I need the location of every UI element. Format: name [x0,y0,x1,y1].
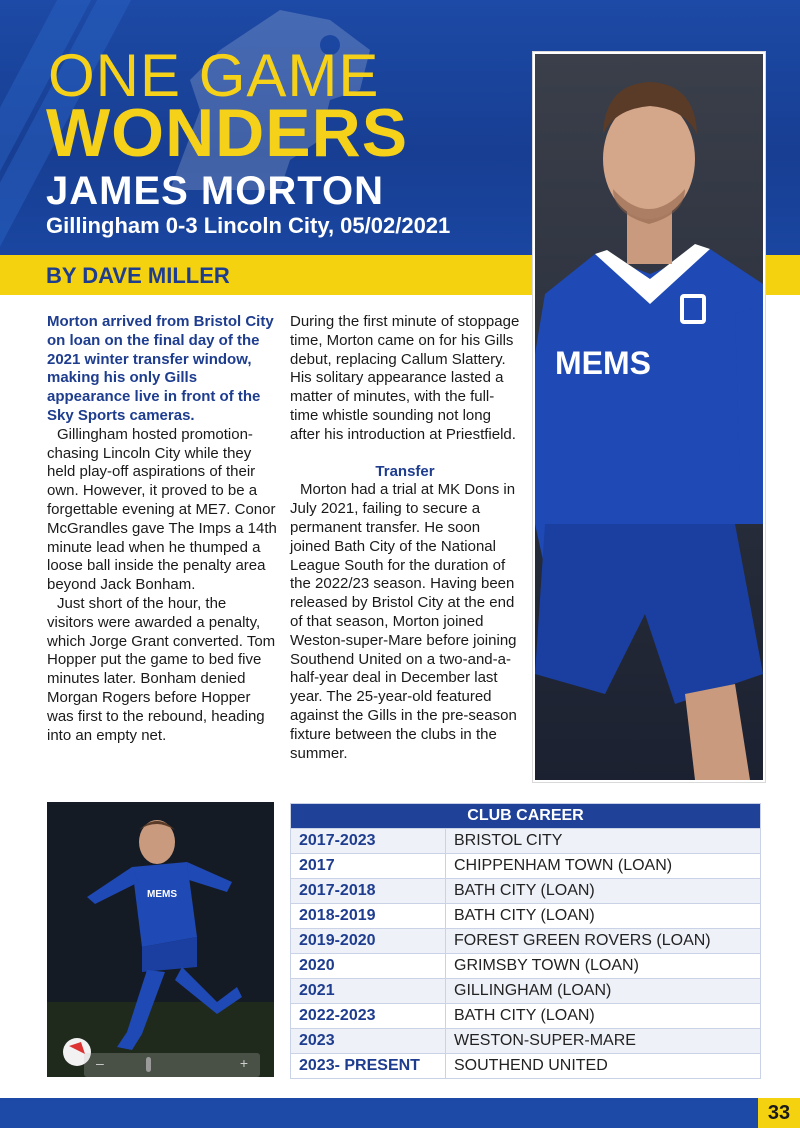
table-row [291,979,761,1004]
table-row [291,854,761,879]
table-row [291,829,761,854]
title-line-1: ONE GAME [48,42,380,109]
article-lead: Morton arrived from Bristol City on loan on the final day of the 2021 winter transfer window, making his only Gills appearance live in front of the Sky Sports cameras. [47,313,274,424]
svg-text:MEMS: MEMS [147,889,177,900]
table-row [291,954,761,979]
table-row [291,904,761,929]
career-years: 2019-2020 [291,929,446,954]
career-years: 2022-2023 [291,1004,446,1029]
career-years: 2023- PRESENT [291,1054,446,1079]
kit-sponsor-logo: MEMS [555,345,651,381]
article-paragraph: Just short of the hour, the visitors were awarded a penalty, which Jorge Grant converted. Tom Hopper put the game to bed five minutes later. Bonham denied Morgan Rogers before Hopper was first to the rebound, heading into an empty net. [47,594,276,744]
table-row [291,929,761,954]
photo-zoom-slider[interactable] [84,1053,260,1077]
article-column-2 [290,313,520,763]
career-club: BATH CITY (LOAN) [446,879,761,904]
career-years: 2021 [291,979,446,1004]
career-years: 2023 [291,1029,446,1054]
table-row [291,1029,761,1054]
career-years: 2017-2023 [291,829,446,854]
table-row [291,879,761,904]
article-paragraph: During the first minute of stoppage time, Morton came on for his Gills debut, replacing Callum Slattery. His solitary appearance lasted a matter of minutes, with the full-time whistle sounding not long after his introduction at Priestfield. [290,313,520,443]
article-paragraph: Gillingham hosted promotion-chasing Lincoln City while they held play-off aspirations of their own. However, it proved to be a forgettable evening at ME7. Conor McGrandles gave The Imps a 14th minute lead when he thumped a loose ball inside the penalty area beyond Jack Bonham. [47,425,277,594]
article-paragraph: Morton had a trial at MK Dons in July 2021, failing to secure a permanent transfer. He soon joined Bath City of the National League South for the duration of the 2022/23 season. Having been released by Bristol City at the end of that season, Morton joined Weston-super-Mare before joining Southend United on a two-and-a-half-year deal in December last year. The 25-year-old featured against the Gills in the pre-season fixture between the clubs in the summer. [290,481,517,762]
table-heading: CLUB CAREER [291,804,761,829]
career-years: 2017 [291,854,446,879]
table-row [291,1004,761,1029]
career-club: GILLINGHAM (LOAN) [446,979,761,1004]
career-club: CHIPPENHAM TOWN (LOAN) [446,854,761,879]
career-club: BATH CITY (LOAN) [446,1004,761,1029]
career-club: BATH CITY (LOAN) [446,904,761,929]
author-byline: BY DAVE MILLER [46,263,230,288]
zoom-in-button[interactable]: + [239,1055,248,1071]
career-club: FOREST GREEN ROVERS (LOAN) [446,929,761,954]
career-club: WESTON-SUPER-MARE [446,1029,761,1054]
title-line-2: WONDERS [46,95,409,171]
player-photo-main [533,52,765,782]
player-photo-action [47,802,274,1077]
player-name: JAMES MORTON [46,169,384,213]
career-club: GRIMSBY TOWN (LOAN) [446,954,761,979]
table-row [291,1054,761,1079]
club-career-table [290,803,761,1079]
match-result: Gillingham 0-3 Lincoln City, 05/02/2021 [46,213,451,238]
career-club: BRISTOL CITY [446,829,761,854]
article-subheading: Transfer [375,462,435,480]
article-column-1 [47,313,277,745]
zoom-out-button[interactable]: – [96,1055,104,1071]
career-club: SOUTHEND UNITED [446,1054,761,1079]
career-years: 2018-2019 [291,904,446,929]
footer-bar [0,1098,800,1128]
career-years: 2017-2018 [291,879,446,904]
page-number: 33 [758,1098,800,1128]
career-years: 2020 [291,954,446,979]
zoom-slider-handle[interactable] [146,1057,151,1072]
